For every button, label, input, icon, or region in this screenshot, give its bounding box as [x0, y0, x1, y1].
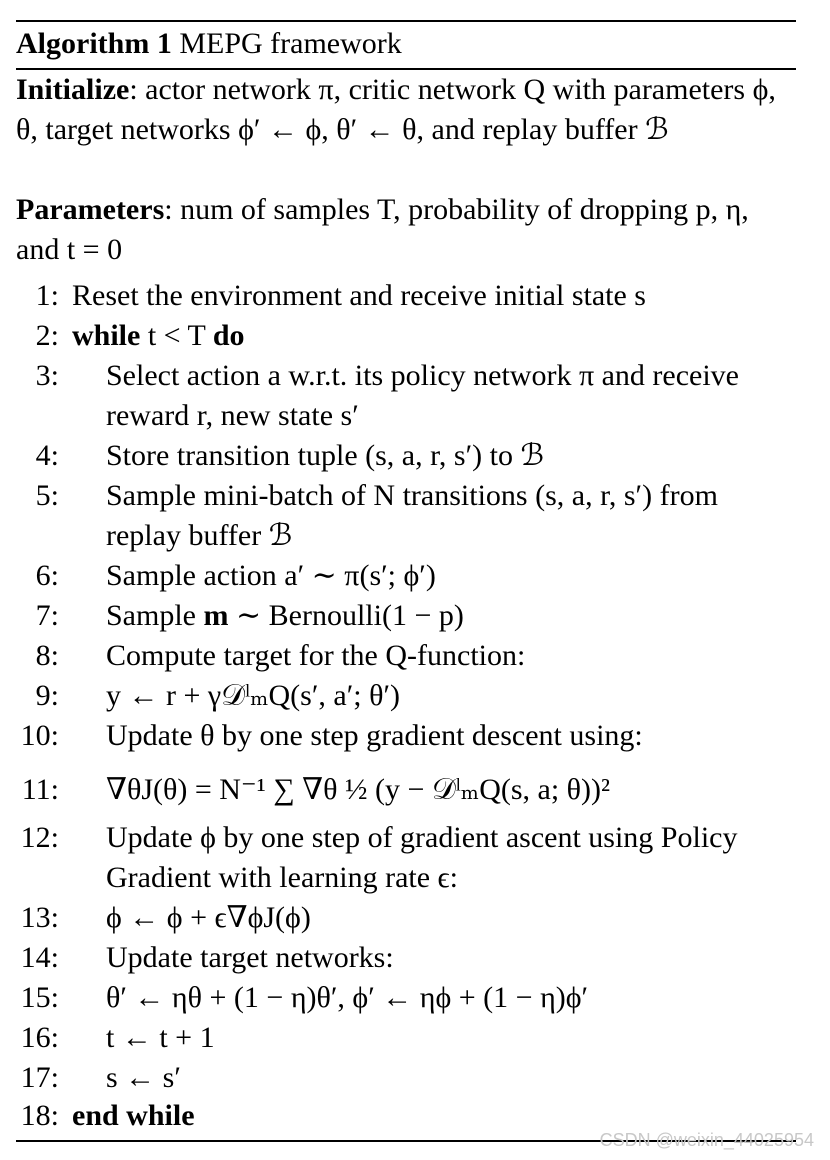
initialize-text: : actor network π, critic network Q with parameters ϕ, θ, target networks ϕ′ ← ϕ, θ′ ← θ, and replay buffer ℬ	[16, 73, 776, 146]
top-rule	[16, 20, 796, 22]
step-text: Reset the environment and receive initial state s	[72, 279, 646, 312]
keyword-end-while: end while	[72, 1099, 195, 1132]
step-number: 4:	[35, 439, 59, 472]
step-continuation	[0, 858, 830, 898]
step-text-continued: Gradient with learning rate ϵ:	[106, 861, 459, 894]
step-number: 17:	[20, 1061, 59, 1094]
parameters-block	[16, 190, 798, 270]
step-line	[0, 818, 830, 858]
step-line	[0, 898, 830, 938]
step-text: Store transition tuple (s, a, r, s′) to ℬ	[106, 439, 545, 472]
step-formula: ∇θJ(θ) = N⁻¹ ∑ ∇θ ½ (y − 𝒟ˡₘQ(s, a; θ))²	[106, 773, 611, 806]
step-line	[0, 716, 830, 756]
step-formula: s ← s′	[106, 1061, 181, 1094]
step-number: 15:	[20, 981, 59, 1014]
step-text-continued: replay buffer ℬ	[106, 519, 293, 552]
step-number: 16:	[20, 1021, 59, 1054]
step-text-continued: reward r, new state s′	[106, 399, 359, 432]
step-text: Update target networks:	[106, 941, 394, 974]
initialize-label: Initialize	[16, 73, 130, 106]
step-text: Sample action a′ ∼ π(s′; ϕ′)	[106, 559, 436, 592]
step-number: 1:	[35, 279, 59, 312]
step-number: 14:	[20, 941, 59, 974]
step-text	[72, 316, 245, 356]
step-line	[0, 356, 830, 396]
step-line	[0, 1018, 830, 1058]
keyword-do: do	[212, 319, 245, 352]
step-text	[106, 596, 464, 636]
step-line	[0, 436, 830, 476]
step-text: Select action a w.r.t. its policy network π and receive	[106, 359, 739, 392]
step-text: Update θ by one step gradient descent using:	[106, 719, 643, 752]
step-line	[0, 476, 830, 516]
step-formula: y ← r + γ𝒟ˡₘQ(s′, a′; θ′)	[106, 679, 401, 712]
step-number: 8:	[35, 639, 59, 672]
step-number: 2:	[35, 319, 59, 352]
algorithm-caption	[16, 26, 402, 62]
step-continuation	[0, 396, 830, 436]
step-line	[0, 316, 830, 356]
step-line	[0, 938, 830, 978]
step-text: Sample mini-batch of N transitions (s, a, r, s′) from	[106, 479, 718, 512]
step-line	[0, 1058, 830, 1098]
step-number: 9:	[35, 679, 59, 712]
caption-label: Algorithm 1	[16, 27, 172, 60]
step-number: 10:	[20, 719, 59, 752]
step-line	[0, 770, 830, 810]
step-number: 18:	[20, 1099, 59, 1132]
parameters-text: : num of samples T, probability of dropping p, η, and t = 0	[16, 193, 749, 266]
watermark: CSDN @weixin_44025954	[599, 1130, 814, 1150]
step-line	[0, 276, 830, 316]
step-number: 6:	[35, 559, 59, 592]
step-number: 5:	[35, 479, 59, 512]
mask-symbol: m	[203, 599, 229, 632]
step-number: 12:	[20, 821, 59, 854]
step-suffix: ∼ Bernoulli(1 − p)	[228, 599, 464, 632]
step-number: 7:	[35, 599, 59, 632]
caption-title: MEPG framework	[179, 27, 402, 60]
step-formula: ϕ ← ϕ + ϵ∇ϕJ(ϕ)	[106, 901, 311, 934]
step-number: 13:	[20, 901, 59, 934]
step-continuation	[0, 516, 830, 556]
step-line	[0, 556, 830, 596]
step-text: Update ϕ by one step of gradient ascent using Policy	[106, 821, 738, 854]
step-number: 3:	[35, 359, 59, 392]
step-line	[0, 596, 830, 636]
step-prefix: Sample	[106, 599, 204, 632]
step-text: Compute target for the Q-function:	[106, 639, 526, 672]
step-line	[0, 676, 830, 716]
step-formula: t ← t + 1	[106, 1021, 215, 1054]
step-line	[0, 636, 830, 676]
loop-condition: t < T	[140, 319, 213, 352]
parameters-label: Parameters	[16, 193, 165, 226]
step-number: 11:	[21, 773, 59, 806]
initialize-block	[16, 70, 798, 150]
keyword-while: while	[72, 319, 141, 352]
step-formula: θ′ ← ηθ + (1 − η)θ′, ϕ′ ← ηϕ + (1 − η)ϕ′	[106, 981, 589, 1014]
step-line	[0, 978, 830, 1018]
